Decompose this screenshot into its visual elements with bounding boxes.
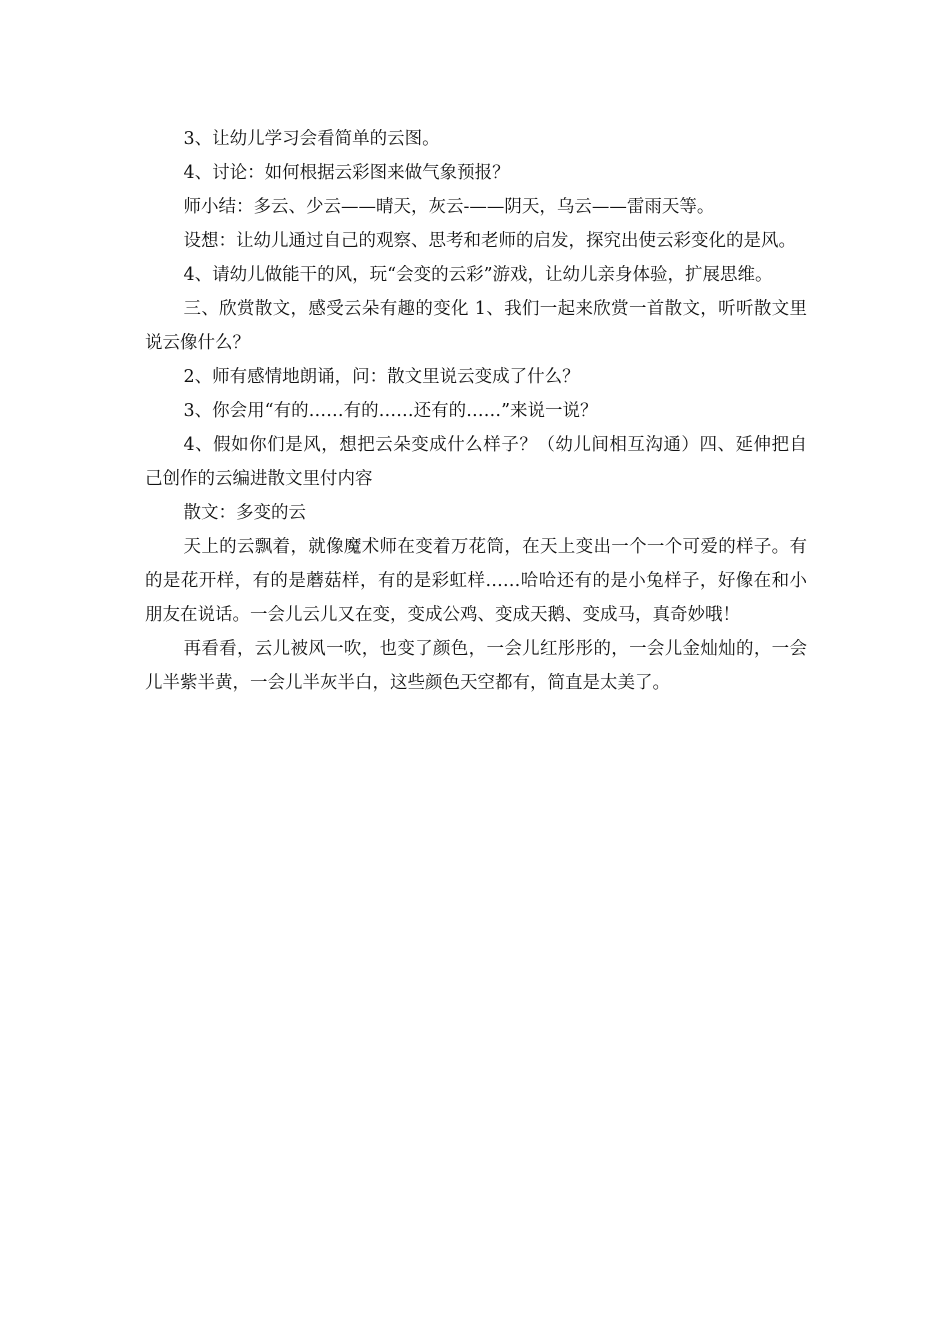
paragraph-8: 3、你会用“有的……有的……还有的……”来说一说？	[183, 401, 598, 421]
paragraph-1: 3、让幼儿学习会看简单的云图。	[183, 129, 440, 149]
paragraph-5: 4、请幼儿做能干的风，玩“会变的云彩”游戏，让幼儿亲身体验，扩展思维。	[183, 265, 773, 285]
paragraph-4: 设想：让幼儿通过自己的观察、思考和老师的启发，探究出使云彩变化的是风。	[183, 231, 796, 251]
essay-paragraph-2: 再看看，云儿被风一吹，也变了颜色，一会儿红彤彤的，一会儿金灿灿的，一会儿半紫半黄，一会儿半灰半白，这些颜色天空都有，简直是太美了。	[145, 639, 807, 693]
document-body	[145, 122, 807, 700]
paragraph-2: 4、讨论：如何根据云彩图来做气象预报？	[183, 163, 510, 183]
paragraph-6: 三、欣赏散文，感受云朵有趣的变化 1、我们一起来欣赏一首散文，听听散文里说云像什么？	[145, 299, 807, 353]
paragraph-3: 师小结：多云、少云——晴天，灰云-——阴天，乌云——雷雨天等。	[183, 197, 715, 217]
paragraph-9: 4、假如你们是风，想把云朵变成什么样子？（幼儿间相互沟通）四、延伸把自己创作的云编进散文里付内容	[145, 435, 807, 489]
essay-paragraph-1: 天上的云飘着，就像魔术师在变着万花筒，在天上变出一个一个可爱的样子。有的是花开样，有的是蘑菇样，有的是彩虹样……哈哈还有的是小兔样子，好像在和小朋友在说话。一会儿云儿又在变，变成公鸡、变成天鹅、变成马，真奇妙哦！	[145, 537, 807, 625]
paragraph-7: 2、师有感情地朗诵，问：散文里说云变成了什么？	[183, 367, 580, 387]
essay-title: 散文：多变的云	[183, 503, 306, 523]
